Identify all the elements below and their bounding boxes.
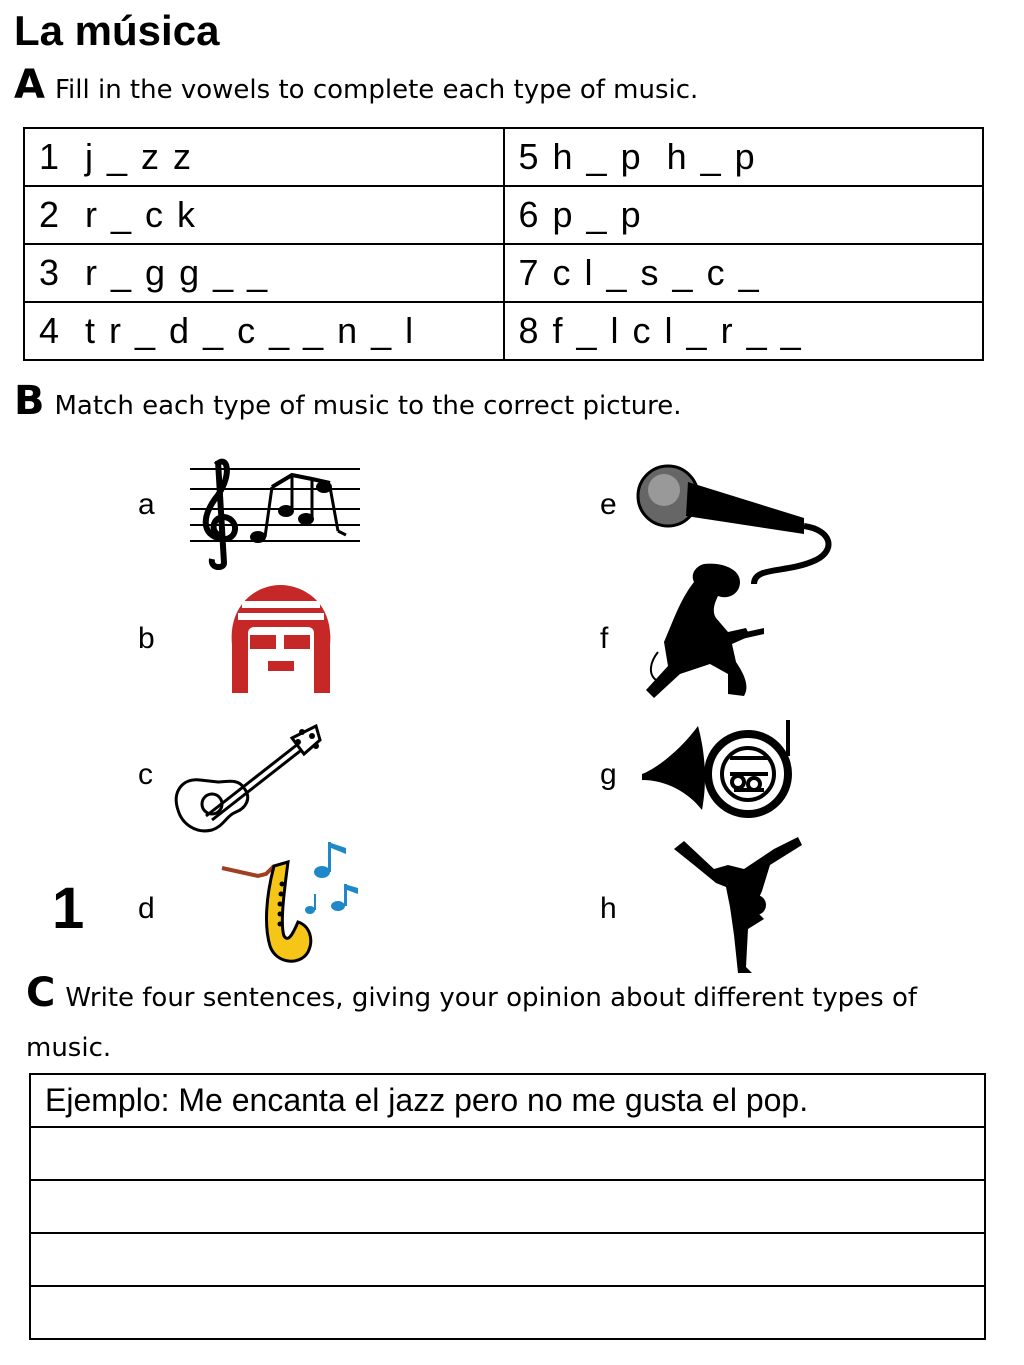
picture-label-e: e [600, 488, 617, 521]
picture-label-a: a [138, 488, 155, 521]
page-number: 1 [52, 876, 85, 941]
example-sentence: Ejemplo: Me encanta el jazz pero no me gusta el pop. [30, 1074, 985, 1127]
rock-guitarist-icon[interactable] [640, 562, 770, 702]
section-b-heading [14, 378, 682, 424]
picture-label-d: d [138, 892, 155, 925]
section-b-instruction: Match each type of music to the correct picture. [54, 391, 682, 421]
picture-label-b: b [138, 622, 155, 655]
fill-item-1[interactable]: 1 j _ z z [24, 128, 504, 186]
music-notes-icon[interactable] [188, 455, 363, 570]
picture-label-c: c [138, 758, 153, 791]
table-row [24, 128, 983, 186]
fill-item-7[interactable]: 7 c l _ s _ c _ [504, 244, 984, 302]
fill-item-6[interactable]: 6 p _ p [504, 186, 984, 244]
picture-label-h: h [600, 892, 617, 925]
writing-line-2[interactable] [30, 1180, 985, 1233]
table-row [30, 1233, 985, 1286]
breakdancer-icon[interactable] [670, 835, 805, 975]
section-c-heading [26, 970, 1006, 1075]
table-row [30, 1074, 985, 1127]
section-b-letter: B [14, 378, 45, 424]
reggae-face-icon[interactable] [218, 583, 343, 703]
fill-item-4[interactable]: 4 t r _ d _ c _ _ n _ l [24, 302, 504, 360]
sentence-writing-table [29, 1073, 986, 1340]
table-row [24, 244, 983, 302]
page-title: La música [14, 7, 220, 54]
saxophone-icon[interactable] [218, 836, 363, 971]
table-row [30, 1127, 985, 1180]
writing-line-3[interactable] [30, 1233, 985, 1286]
fill-item-2[interactable]: 2 r _ c k [24, 186, 504, 244]
fill-item-8[interactable]: 8 f _ l c l _ r _ _ [504, 302, 984, 360]
writing-line-1[interactable] [30, 1127, 985, 1180]
table-row [30, 1180, 985, 1233]
table-row [24, 302, 983, 360]
section-a-instruction: Fill in the vowels to complete each type of music. [54, 75, 699, 105]
picture-label-g: g [600, 758, 617, 791]
french-horn-icon[interactable] [638, 718, 798, 823]
section-a-letter: A [14, 62, 45, 108]
writing-line-4[interactable] [30, 1286, 985, 1339]
fill-item-5[interactable]: 5 h _ p h _ p [504, 128, 984, 186]
vowel-fill-table [23, 127, 984, 361]
guitar-icon[interactable] [170, 720, 325, 838]
section-a-heading [14, 62, 698, 108]
picture-label-f: f [600, 622, 609, 655]
table-row [30, 1286, 985, 1339]
table-row [24, 186, 983, 244]
section-c-instruction: Write four sentences, giving your opinion about different types of music. [26, 983, 918, 1063]
section-c-letter: C [26, 970, 56, 1016]
fill-item-3[interactable]: 3 r _ g g _ _ [24, 244, 504, 302]
